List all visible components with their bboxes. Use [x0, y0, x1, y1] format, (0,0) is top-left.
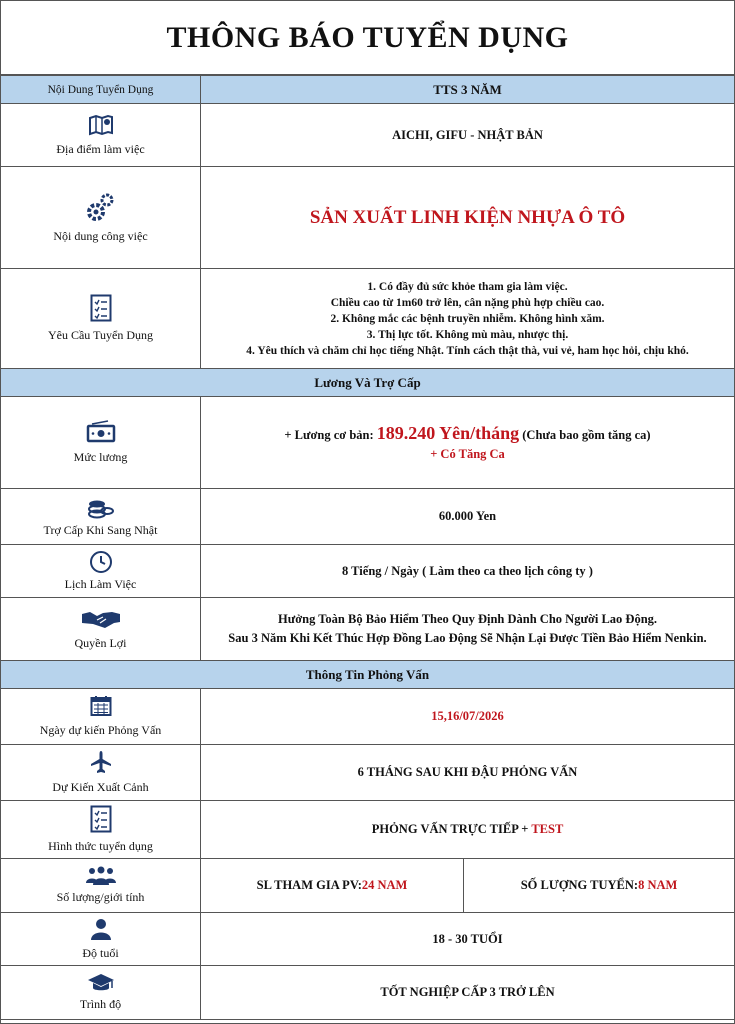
section-salary: Lương Và Trợ Cấp: [1, 369, 734, 397]
salary-value: + Lương cơ bản: 189.240 Yên/tháng (Chưa bao gồm tăng ca) + Có Tăng Ca: [201, 397, 735, 489]
coins-icon: [87, 496, 115, 520]
row-allowance: [1, 489, 734, 545]
money-icon: [86, 420, 116, 444]
row-requirements: [1, 269, 734, 369]
page-title: THÔNG BÁO TUYỂN DỤNG: [1, 1, 734, 75]
salary-amount: 189.240 Yên/tháng: [376, 423, 520, 443]
job-label: Nội dung công việc: [53, 229, 148, 243]
row-age: [1, 913, 734, 966]
benefits-label: Quyền Lợi: [74, 635, 127, 650]
gears-icon: [85, 191, 117, 223]
row-schedule: [1, 545, 734, 598]
education-value: TỐT NGHIỆP CẤP 3 TRỞ LÊN: [201, 966, 735, 1020]
job-value: SẢN XUẤT LINH KIỆN NHỰA Ô TÔ: [201, 167, 735, 269]
row-interview-date: [1, 689, 734, 745]
benefits-value: Hưởng Toàn Bộ Bảo Hiểm Theo Quy Định Dành Cho Người Lao Động. Sau 3 Năm Khi Kết Thúc Hợp Đồng Lao Động Sẽ Nhận Lại Được Tiền Bảo Hiểm Nenkin.: [201, 598, 735, 661]
requirements-value: 1. Có đầy đủ sức khỏe tham gia làm việc. Chiều cao từ 1m60 trở lên, cân nặng phù hợp chiều cao. 2. Không mắc các bệnh truyền nhiễm. Không hình xăm. 3. Thị lực tốt. Không mù màu, nhược thị. 4. Yêu thích và chăm chỉ học tiếng Nhật. Tính cách thật thà, vui vẻ, ham học hỏi, chịu khó.: [201, 269, 735, 369]
participants-cell: SL THAM GIA PV: 24 NAM: [201, 859, 464, 912]
checklist-icon: [90, 805, 112, 833]
departure-label: Dự Kiến Xuất Cảnh: [52, 780, 149, 794]
location-value: AICHI, GIFU - NHẬT BẢN: [201, 104, 735, 167]
overtime-note: + Có Tăng Ca: [430, 447, 505, 461]
schedule-value: 8 Tiếng / Ngày ( Làm theo ca theo lịch công ty ): [201, 545, 735, 598]
interview-date-label: Ngày dự kiến Phỏng Vấn: [39, 723, 162, 737]
handshake-icon: [81, 608, 121, 630]
header-left: Nội Dung Tuyển Dụng: [1, 76, 201, 104]
quantity-value: [201, 859, 735, 913]
header-right: TTS 3 NĂM: [201, 76, 735, 104]
requirements-label: Yêu Cầu Tuyển Dụng: [47, 328, 153, 342]
checklist-icon: [90, 294, 112, 322]
info-table: [1, 75, 734, 1020]
row-education: [1, 966, 734, 1020]
row-quantity: [1, 859, 734, 913]
location-label: Địa điểm làm việc: [56, 141, 145, 156]
schedule-label: Lịch Làm Việc: [64, 577, 137, 591]
age-label: Độ tuổi: [82, 945, 119, 960]
group-icon: [85, 866, 117, 886]
row-form: [1, 801, 734, 859]
row-salary: [1, 397, 734, 489]
calendar-icon: [90, 695, 112, 717]
form-value: PHỎNG VẤN TRỰC TIẾP + TEST: [201, 801, 735, 859]
allowance-value: 60.000 Yen: [201, 489, 735, 545]
row-job: [1, 167, 734, 269]
departure-value: 6 THÁNG SAU KHI ĐẬU PHỎNG VẤN: [201, 745, 735, 801]
row-location: [1, 104, 734, 167]
row-benefits: [1, 598, 734, 661]
clock-icon: [89, 550, 113, 574]
education-label: Trình độ: [79, 997, 122, 1011]
allowance-label: Trợ Cấp Khi Sang Nhật: [43, 522, 158, 537]
person-icon: [90, 918, 112, 940]
airplane-icon: [89, 750, 113, 774]
graduation-cap-icon: [87, 973, 115, 993]
map-icon: [88, 114, 114, 136]
quantity-label: Số lượng/giới tính: [56, 890, 145, 904]
row-departure: [1, 745, 734, 801]
section-interview: Thông Tin Phỏng Vấn: [1, 661, 734, 689]
age-value: 18 - 30 TUỔI: [201, 913, 735, 966]
interview-date-value: 15,16/07/2026: [201, 689, 735, 745]
table-header-row: [1, 76, 734, 104]
hire-cell: SỐ LƯỢNG TUYỂN: 8 NAM: [520, 878, 678, 892]
salary-label: Mức lương: [73, 450, 128, 464]
form-label: Hình thức tuyển dụng: [48, 839, 153, 853]
